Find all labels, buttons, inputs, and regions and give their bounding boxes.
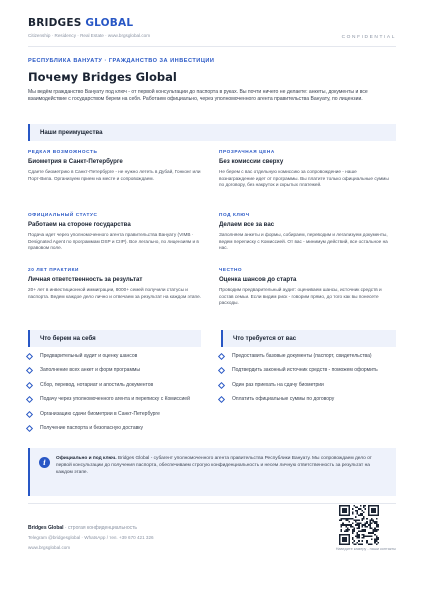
diamond-outline-icon: [218, 353, 225, 360]
note-text: Bridges Global - субагент уполномоченного агента правительства Республики Вануату. Мы сопровождаем дело от первой консультации до получения паспорта, обеспечиваем строгую конфиденциальность и несем личную ответственность за результат на каждом этапе.: [56, 456, 372, 476]
diamond-outline-icon: [26, 425, 33, 432]
list-item: [218, 367, 398, 374]
list-item-text: Сбор, перевод, нотариат и апостиль документов: [40, 381, 154, 388]
we-do-list: [26, 353, 206, 432]
advantage-label: ПОД КЛЮЧ: [219, 212, 250, 217]
advantage-label: РЕДКАЯ ВОЗМОЖНОСТЬ: [28, 149, 98, 154]
advantage-card: [28, 267, 202, 300]
list-item: [26, 353, 206, 360]
official-note-callout: [28, 448, 396, 496]
note-strong: Официально и под ключ.: [56, 456, 117, 461]
advantage-text: Сдаете биометрию в Санкт-Петербурге - не нужно лететь в Дубай, Гонконг или Порт-Вила. Организуем прием на месте и сопровождаем.: [28, 169, 201, 181]
list-item-text: Оплатить официальные суммы по договору: [232, 396, 335, 403]
brand-logo: [28, 17, 396, 29]
advantage-heading: Делаем все за вас: [219, 221, 275, 228]
diamond-outline-icon: [26, 382, 33, 389]
list-item: [218, 353, 398, 360]
footer-contacts: Telegram @bridgesglobal · WhatsApp / тел. +39 670 421 326: [28, 535, 154, 540]
diamond-outline-icon: [218, 382, 225, 389]
intro-paragraph: Мы ведём гражданство Вануату под ключ - от первой консультации до паспорта в руках. Вы почти ничего не делаете: анкеты, документы и все взаимодействие с государством берем на себя. Работаем официально, через уполномоченного агента правительства Вануату, по лицензии.: [28, 89, 368, 103]
advantage-text: 20+ лет в инвестиционной иммиграции, 8000+ семей получили статусы и паспорта. Ведем каждое дело лично и отвечаем за результат на каждом этапе.: [28, 287, 201, 299]
advantage-card: [28, 149, 202, 182]
advantage-text: Подача идет через уполномоченного агента правительства Вануату (VIMB · Designated Agent по программам DSP и CIIP). Все легально, по лицензиям и в правовом поле.: [28, 232, 199, 251]
list-item-text: Заполнение всех анкет и форм программы: [40, 367, 140, 374]
list-item: [26, 382, 206, 389]
footer-website[interactable]: www.brgsglobal.com: [28, 545, 71, 550]
advantage-label: 20 ЛЕТ ПРАКТИКИ: [28, 267, 80, 272]
qr-caption: Наведите камеру - наши контакты: [335, 547, 396, 551]
we-do-section-title: Что берем на себя: [28, 330, 201, 347]
advantage-heading: Биометрия в Санкт-Петербурге: [28, 158, 123, 165]
page-header: [28, 17, 396, 47]
advantage-label: ОФИЦИАЛЬНЫЙ СТАТУС: [28, 212, 98, 217]
list-item-text: Подачу через уполномоченного агента и переписку с Комиссией: [40, 396, 190, 403]
list-item: [26, 411, 206, 418]
list-item-text: Предоставить базовые документы (паспорт, свидетельства): [232, 353, 372, 359]
brand-tagline: Citizenship · Residency · Real Estate · www.brgsglobal.com: [28, 33, 151, 38]
advantage-heading: Работаем на стороне государства: [28, 221, 131, 228]
brand-main: BRIDGES: [28, 17, 82, 29]
you-do-section-title: Что требуется от вас: [221, 330, 396, 347]
list-item-text: Получение паспорта и безопасную доставку: [40, 424, 144, 431]
brand-accent: GLOBAL: [85, 17, 134, 29]
info-icon: i: [39, 457, 50, 468]
page-kicker: РЕСПУБЛИКА ВАНУАТУ · ГРАЖДАНСТВО ЗА ИНВЕСТИЦИИ: [28, 58, 215, 64]
footer-company-line: [28, 525, 137, 531]
advantages-section-title: Наши преимущества: [28, 124, 396, 141]
list-item: [218, 382, 398, 389]
advantage-label: ЧЕСТНО: [219, 267, 243, 272]
advantage-label: ПРОЗРАЧНАЯ ЦЕНА: [219, 149, 275, 154]
advantage-heading: Без комиссии сверху: [219, 158, 284, 165]
footer-company: Bridges Global: [28, 525, 64, 531]
advantage-card: [219, 267, 393, 307]
list-item-text: Подтвердить законный источник средств - поможем оформить: [232, 367, 378, 374]
list-item: [26, 367, 206, 374]
diamond-outline-icon: [26, 411, 33, 418]
list-item: [218, 396, 398, 403]
list-item-text: Один раз приехать на сдачу биометрии: [232, 381, 324, 388]
advantage-text: Заполняем анкеты и формы, собираем, переводим и легализуем документы, ведем переписку с Комиссией. От вас - минимум действий, все остальное на нас.: [219, 232, 388, 251]
list-item-text: Организацию сдачи биометрии в Санкт-Петербурге: [40, 410, 160, 417]
list-item: [26, 396, 206, 403]
diamond-outline-icon: [26, 396, 33, 403]
advantage-card: [219, 149, 393, 189]
diamond-outline-icon: [218, 396, 225, 403]
confidential-label: CONFIDENTIAL: [341, 35, 396, 40]
list-item: [26, 425, 206, 432]
you-do-list: [218, 353, 398, 403]
advantage-heading: Оценка шансов до старта: [219, 276, 297, 283]
diamond-outline-icon: [26, 367, 33, 374]
advantage-text: Проводим предварительный аудит: оцениваем шансы, источник средств и состав семьи. Если видим риск - говорим прямо, до того как вы понесете расходы.: [219, 287, 382, 306]
diamond-outline-icon: [218, 367, 225, 374]
advantage-text: Не берем с вас отдельную комиссию за сопровождение - наше вознаграждение идет от программы. Вы платите только официальные суммы по договору, без накруток и скрытых платежей.: [219, 169, 389, 188]
page-title: Почему Bridges Global: [28, 70, 177, 84]
advantage-card: [28, 212, 202, 252]
qr-code-icon[interactable]: [339, 505, 379, 545]
diamond-outline-icon: [26, 353, 33, 360]
list-item-text: Предварительный аудит и оценку шансов: [40, 353, 138, 359]
advantage-heading: Личная ответственность за результат: [28, 276, 143, 283]
page-footer: [28, 503, 396, 563]
advantage-card: [219, 212, 393, 252]
footer-company-note: · строгая конфиденциальность: [64, 525, 137, 531]
